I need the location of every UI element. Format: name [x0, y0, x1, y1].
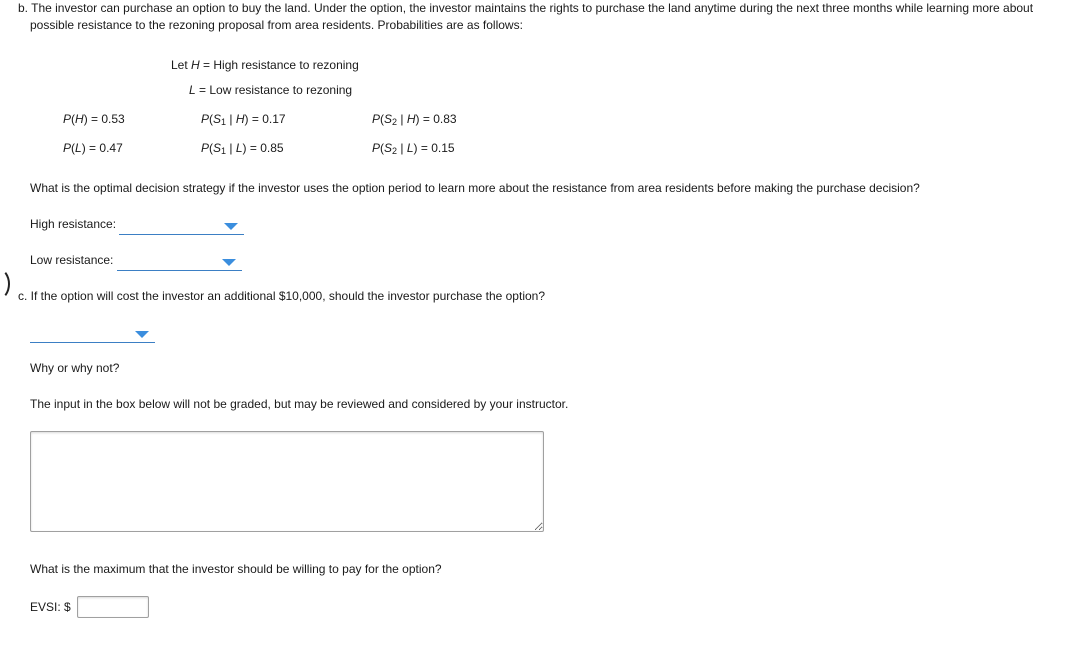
low-resistance-label: Low resistance:	[30, 253, 114, 267]
definition-h: Let H = High resistance to rezoning	[171, 58, 359, 72]
high-resistance-dropdown[interactable]	[119, 218, 244, 235]
prob-s2-given-h: $P(S_2$ | H) = 0.83	[372, 112, 457, 127]
prob-l: P(L) = 0.47	[63, 141, 123, 155]
prob-h: P(H) = 0.53	[63, 112, 125, 126]
why-label: Why or why not?	[30, 361, 120, 375]
chevron-down-icon	[222, 259, 236, 266]
page-edge-bracket	[0, 268, 10, 300]
grading-note: The input in the box below will not be graded, but may be reviewed and considered by your instructor.	[30, 397, 569, 411]
prob-s1-given-l: $P(S_1$ | L) = 0.85	[201, 141, 284, 156]
low-resistance-dropdown[interactable]	[117, 254, 242, 271]
part-b-intro-line2: possible resistance to the rezoning proposal from area residents. Probabilities are as follows:	[30, 18, 523, 32]
explanation-textarea[interactable]	[30, 431, 544, 532]
part-b-intro-line1: b. The investor can purchase an option to buy the land. Under the option, the investor maintains the rights to purchase the land anytime during the next three months while learning more about	[18, 1, 1034, 15]
part-b-question: What is the optimal decision strategy if the investor uses the option period to learn more about the resistance from area residents before making the purchase decision?	[30, 181, 920, 195]
max-pay-question: What is the maximum that the investor should be willing to pay for the option?	[30, 562, 442, 576]
prob-s1-given-h: $P(S_1$ | H) = 0.17	[201, 112, 286, 127]
chevron-down-icon	[135, 331, 149, 338]
part-c-question: c. If the option will cost the investor an additional $10,000, should the investor purchase the option?	[18, 289, 546, 303]
chevron-down-icon	[224, 223, 238, 230]
purchase-option-dropdown[interactable]	[30, 326, 155, 343]
definition-l: L = Low resistance to rezoning	[189, 83, 353, 97]
high-resistance-label: High resistance:	[30, 217, 117, 231]
evsi-input[interactable]	[77, 596, 149, 618]
evsi-label: EVSI: $	[30, 600, 71, 614]
prob-s2-given-l: $P(S_2$ | L) = 0.15	[372, 141, 455, 156]
